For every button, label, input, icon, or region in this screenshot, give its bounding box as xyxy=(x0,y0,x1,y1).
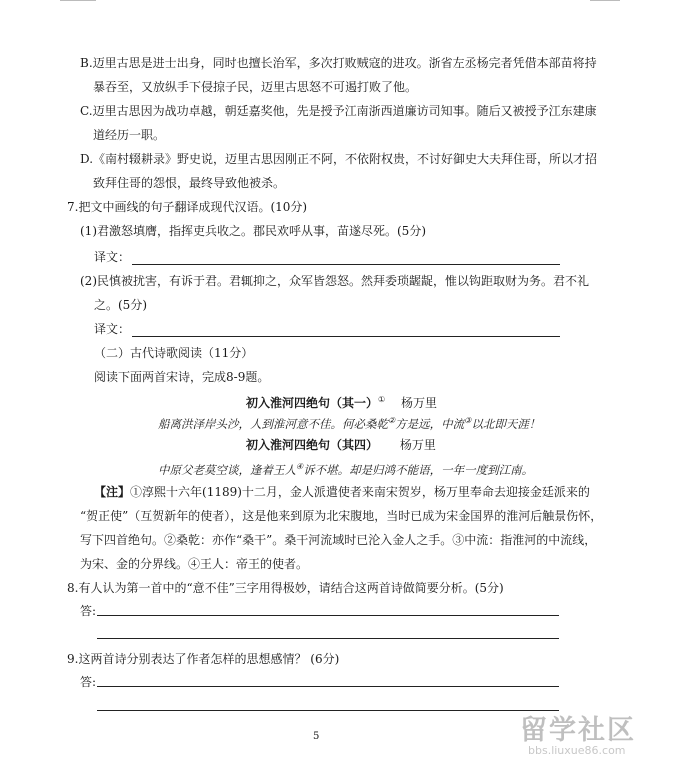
poem-1-text xyxy=(158,413,540,432)
question-7-title: 7.把文中画线的句子翻译成现代汉语。(10分) xyxy=(67,200,308,214)
answer-label-9: 答: xyxy=(80,675,97,689)
poem-1-author: 杨万里 xyxy=(401,396,438,410)
poem-2-author: 杨万里 xyxy=(399,438,436,452)
poem-1-title: 初入淮河四绝句（其一） xyxy=(246,396,379,410)
translation-answer-line-1[interactable] xyxy=(132,264,560,265)
poem-1-text-b: 方是远，中流 xyxy=(395,416,465,431)
watermark-logo-text: 留学社区 xyxy=(520,715,636,746)
translation-answer-line-2[interactable] xyxy=(132,336,560,337)
section-instruction: 阅读下面两首宋诗，完成8-9题。 xyxy=(94,370,270,384)
answer-line-8a[interactable] xyxy=(97,615,559,616)
poem-1-text-a: 船离洪泽岸头沙，人到淮河意不佳。何必桑乾 xyxy=(158,416,388,431)
note-line-4: 为宋、金的分界线。④王人：帝王的使者。 xyxy=(80,557,309,571)
translation-label-2: 译文： xyxy=(94,322,131,336)
top-edge-mark-left xyxy=(60,0,96,1)
note-label: 【注】 xyxy=(94,485,131,499)
translation-label-1: 译文： xyxy=(94,250,131,264)
watermark-url: bbs.liuxue86.com xyxy=(528,744,626,757)
footnote-marker: ③ xyxy=(464,416,472,425)
question-7-sentence-2a: (2)民慎被扰害，有诉于君。君辄抑之，众军皆怨怒。然拜委琐龌龊，惟以钩距取财为务。君不礼 xyxy=(80,274,590,288)
poem-2-text-a: 中原父老莫空谈，逢着王人 xyxy=(158,462,296,477)
footnote-marker: ④ xyxy=(296,462,304,471)
option-b-line-2: 暴吞至，又放纵手下侵掠子民，迈里古思怒不可遏打败了他。 xyxy=(93,80,418,94)
top-edge-mark-right xyxy=(590,0,620,1)
poem-2-title: 初入淮河四绝句（其四） xyxy=(246,438,379,452)
question-8: 8.有人认为第一首中的“意不佳”三字用得极妙，请结合这两首诗做简要分析。(5分) xyxy=(67,581,504,595)
poem-2-heading xyxy=(246,437,436,453)
option-c-line-2: 道经历一职。 xyxy=(93,128,166,142)
poem-2-text-b: 诉不堪。却是归鸿不能语，一年一度到江南。 xyxy=(303,462,534,477)
poem-1-text-c: 以北即天涯！ xyxy=(471,416,541,431)
site-watermark xyxy=(520,708,680,760)
answer-line-8b[interactable] xyxy=(97,638,559,639)
question-7-sentence-1: (1)君激怒填膺，指挥吏兵收之。郡民欢呼从事，苗遂尽死。(5分) xyxy=(80,224,426,238)
note-line-3: 写下四首绝句。②桑乾：亦作“桑干”。桑干河流域时已沦入金人之手。③中流：指淮河的中流线， xyxy=(80,533,597,547)
question-7-sentence-2b: 之。(5分) xyxy=(94,298,147,312)
option-c-line-1: C.迈里古思因为战功卓越，朝廷嘉奖他，先是授予江南浙西道廉访司知事。随后又被授予江东建康 xyxy=(80,104,597,118)
footnote-marker: ② xyxy=(388,416,396,425)
answer-line-9a[interactable] xyxy=(97,686,559,687)
note-text-1: ①淳熙十六年(1189)十二月，金人派遣使者来南宋贺岁，杨万里奉命去迎接金廷派来的 xyxy=(130,485,590,499)
poem-2-text xyxy=(158,459,533,478)
option-d-line-1: D.《南村辍耕录》野史说，迈里古思因刚正不阿，不依附权贵，不讨好御史大夫拜住哥，所以才招 xyxy=(80,152,598,166)
answer-line-9b[interactable] xyxy=(97,710,559,711)
answer-label-8: 答: xyxy=(80,604,97,618)
option-d-line-2: 致拜住哥的怨恨，最终导致他被杀。 xyxy=(93,176,286,190)
poem-1-heading xyxy=(246,392,437,411)
option-b-line-1: B.迈里古思是进士出身，同时也擅长治军，多次打败贼寇的进攻。浙省左丞杨完者凭借本部苗将持 xyxy=(80,56,597,70)
note-line-2: “贺正使”（互贺新年的使者），这是他来到原为北宋腹地，当时已成为宋金国界的淮河后触景伤怀， xyxy=(80,509,603,523)
question-9: 9.这两首诗分别表达了作者怎样的思想感情？ (6分) xyxy=(67,652,340,666)
note-line-1 xyxy=(94,484,590,500)
footnote-marker: ① xyxy=(378,395,386,404)
page-number: 5 xyxy=(313,731,320,742)
section-heading: （二）古代诗歌阅读（11分） xyxy=(94,346,254,360)
